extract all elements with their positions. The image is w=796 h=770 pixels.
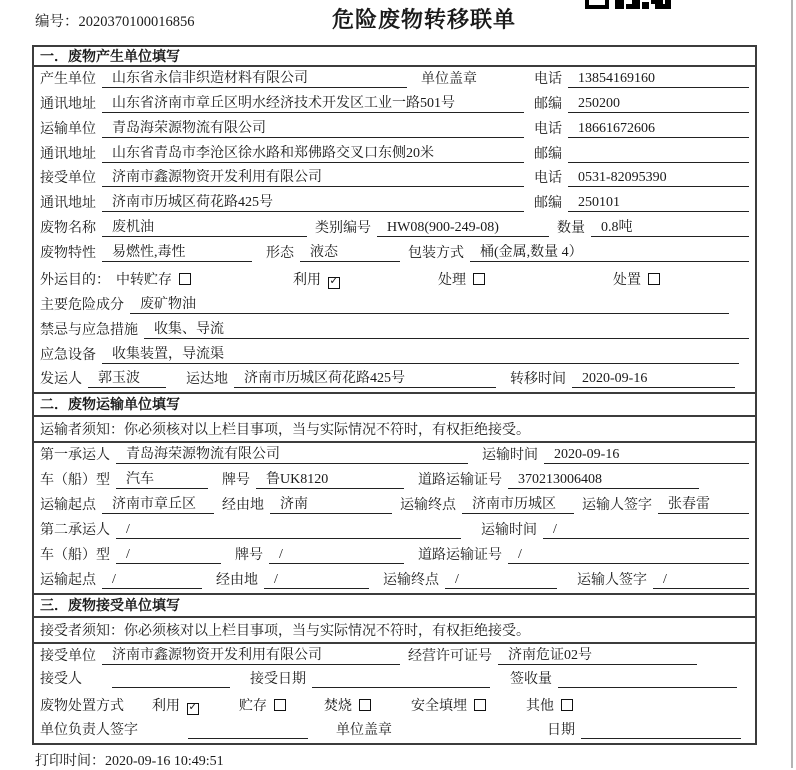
accept-unit-label: 接受单位 (40, 648, 96, 664)
accept-date-field (312, 687, 490, 688)
disposal-option-other: 其他 (526, 695, 573, 715)
plate1-field: 鲁UK8120 (256, 471, 404, 489)
origin2-field: / (102, 571, 202, 589)
purpose-label: 外运目的： (40, 272, 110, 288)
transporter-address-row (34, 142, 755, 167)
waste-name-row (34, 216, 755, 241)
receiver-field: 济南市鑫源物资开发利用有限公司 (102, 169, 524, 187)
section2-notice: 运输者须知：你必须核对以上栏目事项，当与实际情况不符时，有权拒绝接受。 (34, 417, 755, 443)
doc-number-value: 2020370100016856 (78, 14, 195, 30)
sign2-field: / (653, 571, 749, 589)
disposal-option-incinerate: 焚烧 (324, 695, 371, 715)
manifest-form (32, 45, 757, 745)
page-title: 危险废物转移联单 (332, 7, 517, 32)
carrier1-row (34, 443, 755, 468)
print-time (35, 750, 224, 770)
zip2-field (568, 162, 749, 163)
producer-label: 产生单位 (40, 71, 96, 87)
license-field: 济南危证02号 (498, 647, 697, 665)
category-field: HW08(900-249-08) (377, 219, 549, 237)
form-label: 形态 (266, 246, 294, 261)
disposal-other-checkbox (561, 699, 573, 711)
phone3-label: 电话 (534, 171, 562, 187)
transporter-label: 运输单位 (40, 121, 96, 137)
phone1-field: 13854169160 (568, 70, 749, 88)
vehicle1-row (34, 468, 755, 493)
vehicle1-label: 车（船）型 (40, 473, 110, 489)
taboo-row (34, 318, 755, 343)
equipment-label: 应急设备 (40, 347, 96, 363)
vehicle2-row (34, 543, 755, 568)
vehicle2-label: 车（船）型 (40, 547, 110, 563)
hazard-label: 主要危险成分 (40, 297, 124, 313)
category-label: 类别编号 (315, 221, 371, 237)
disposal-landfill-checkbox (474, 699, 486, 711)
transporter-row (34, 117, 755, 142)
zip2-label: 邮编 (534, 146, 562, 162)
purpose-option-dispose: 处置 (613, 269, 660, 289)
plate2-field: / (269, 546, 404, 564)
waste-name-label: 废物名称 (40, 221, 96, 237)
zip3-field: 250101 (568, 194, 749, 212)
vehicle1-field: 汽车 (116, 471, 208, 489)
end2-label: 运输终点 (383, 572, 439, 588)
equipment-field: 收集装置，导流渠 (102, 346, 739, 364)
print-time-value: 2020-09-16 10:49:51 (105, 754, 224, 769)
end2-field: / (445, 571, 557, 589)
carrier1-field: 青岛海荣源物流有限公司 (116, 446, 468, 464)
hazard-field: 废矿物油 (130, 296, 729, 314)
time1-label: 运输时间 (482, 448, 538, 464)
sign1-field: 张春雷 (658, 496, 749, 514)
phone2-field: 18661672606 (568, 120, 749, 138)
qr-code-icon (585, 0, 671, 10)
end1-field: 济南市历城区 (462, 496, 574, 514)
transfer-date-field: 2020-09-16 (572, 370, 735, 388)
form-field: 液态 (300, 244, 400, 262)
accept-unit-field: 济南市鑫源物资开发利用有限公司 (102, 647, 400, 665)
permit2-label: 道路运输证号 (418, 547, 502, 563)
use-checkbox (328, 277, 340, 289)
disposal-label: 废物处置方式 (40, 699, 124, 715)
dispose-checkbox (648, 273, 660, 285)
disposal-incinerate-checkbox (359, 699, 371, 711)
characteristics-row (34, 241, 755, 266)
page-edge-line (791, 0, 793, 768)
purpose-option-transfer-storage: 中转贮存 (116, 269, 191, 289)
producer-address-row (34, 92, 755, 117)
producer-row (34, 67, 755, 92)
permit2-field: / (508, 546, 749, 564)
via2-field: / (264, 571, 369, 589)
disposal-row (34, 692, 755, 719)
addr2-label: 通讯地址 (40, 146, 96, 162)
phone1-label: 电话 (534, 71, 562, 87)
responsible-label: 单位负责人签字 (40, 723, 138, 739)
carrier2-field: / (116, 521, 461, 539)
received-qty-label: 签收量 (510, 672, 552, 688)
taboo-label: 禁忌与应急措施 (40, 322, 138, 338)
section1-header: 一．废物产生单位填写 (34, 47, 755, 67)
print-time-label: 打印时间： (35, 754, 105, 769)
transporter-field: 青岛海荣源物流有限公司 (102, 120, 524, 138)
disposal-option-use: 利用 ✓ (152, 695, 199, 715)
via1-label: 经由地 (222, 498, 264, 513)
disposal-use-checkbox (187, 703, 199, 715)
receiver-address-row (34, 191, 755, 216)
shipper-row (34, 368, 755, 393)
characteristics-label: 废物特性 (40, 246, 96, 261)
addr3-field: 济南市历城区荷花路425号 (102, 194, 524, 212)
end1-label: 运输终点 (400, 498, 456, 513)
receiver-row (34, 167, 755, 192)
carrier2-row (34, 518, 755, 543)
plate2-label: 牌号 (235, 547, 263, 563)
origin2-label: 运输起点 (40, 572, 96, 588)
quantity-label: 数量 (557, 221, 585, 237)
producer-field: 山东省永信非织造材料有限公司 (102, 70, 407, 88)
sign1-label: 运输人签字 (582, 498, 652, 513)
quantity-field: 0.8吨 (591, 219, 749, 237)
permit1-field: 370213006408 (508, 471, 699, 489)
accept-date-label: 接受日期 (250, 672, 306, 688)
time2-label: 运输时间 (481, 522, 537, 538)
addr3-label: 通讯地址 (40, 196, 96, 212)
addr1-label: 通讯地址 (40, 96, 96, 112)
addr2-field: 山东省青岛市李沧区徐水路和郑佛路交叉口东侧20米 (102, 145, 524, 163)
phone2-label: 电话 (534, 121, 562, 137)
zip1-field: 250200 (568, 95, 749, 113)
date3-label: 日期 (547, 723, 575, 739)
characteristics-field: 易燃性,毒性 (102, 244, 252, 262)
addr1-field: 山东省济南市章丘区明水经济技术开发区工业一路501号 (102, 95, 524, 113)
packaging-label: 包装方式 (408, 246, 464, 261)
hazard-row (34, 293, 755, 318)
doc-number (35, 10, 195, 31)
taboo-field: 收集、导流 (144, 321, 749, 339)
zip3-label: 邮编 (534, 196, 562, 212)
plate1-label: 牌号 (222, 473, 250, 489)
destination-field: 济南市历城区荷花路425号 (234, 370, 496, 388)
acceptor-row (34, 669, 755, 693)
packaging-field: 桶(金属,数量 4） (470, 244, 749, 262)
doc-number-label: 编号： (35, 14, 79, 30)
phone3-field: 0531-82095390 (568, 169, 749, 187)
disposal-option-storage: 贮存 (239, 695, 286, 715)
route2-row (34, 568, 755, 593)
waste-name-field: 废机油 (102, 219, 307, 237)
responsible-row (34, 719, 755, 743)
purpose-option-treat: 处理 (438, 269, 485, 289)
route1-row (34, 493, 755, 518)
destination-label: 运达地 (186, 372, 228, 388)
via1-field: 济南 (270, 496, 392, 514)
section2-header: 二．废物运输单位填写 (34, 392, 755, 417)
purpose-option-use: 利用 ✓ (293, 269, 340, 289)
transfer-storage-checkbox (179, 273, 191, 285)
section3-notice: 接受者须知：你必须核对以上栏目事项，当与实际情况不符时，有权拒绝接受。 (34, 618, 755, 644)
carrier2-label: 第二承运人 (40, 522, 110, 538)
section3-header: 三．废物接受单位填写 (34, 593, 755, 618)
received-qty-field (558, 687, 737, 688)
treat-checkbox (473, 273, 485, 285)
seal3-label: 单位盖章 (336, 723, 392, 739)
origin1-field: 济南市章丘区 (102, 496, 214, 514)
vehicle2-field: / (116, 546, 221, 564)
sign2-label: 运输人签字 (577, 572, 647, 588)
responsible-field (188, 738, 308, 739)
date3-field (581, 738, 741, 739)
shipper-field: 郭玉波 (88, 370, 166, 388)
purpose-row (34, 266, 755, 293)
permit1-label: 道路运输证号 (418, 473, 502, 489)
accept-unit-row (34, 644, 755, 669)
transfer-date-label: 转移时间 (510, 372, 566, 388)
carrier1-label: 第一承运人 (40, 448, 110, 464)
disposal-option-landfill: 安全填埋 (411, 695, 486, 715)
seal-note: 单位盖章 (421, 71, 477, 87)
equipment-row (34, 343, 755, 368)
time2-field: / (543, 521, 749, 539)
disposal-storage-checkbox (274, 699, 286, 711)
origin1-label: 运输起点 (40, 498, 96, 513)
via2-label: 经由地 (216, 572, 258, 588)
license-label: 经营许可证号 (408, 648, 492, 664)
zip1-label: 邮编 (534, 96, 562, 112)
shipper-label: 发运人 (40, 372, 82, 388)
acceptor-label: 接受人 (40, 672, 82, 688)
acceptor-field (112, 687, 230, 688)
receiver-label: 接受单位 (40, 171, 96, 187)
time1-field: 2020-09-16 (544, 446, 749, 464)
